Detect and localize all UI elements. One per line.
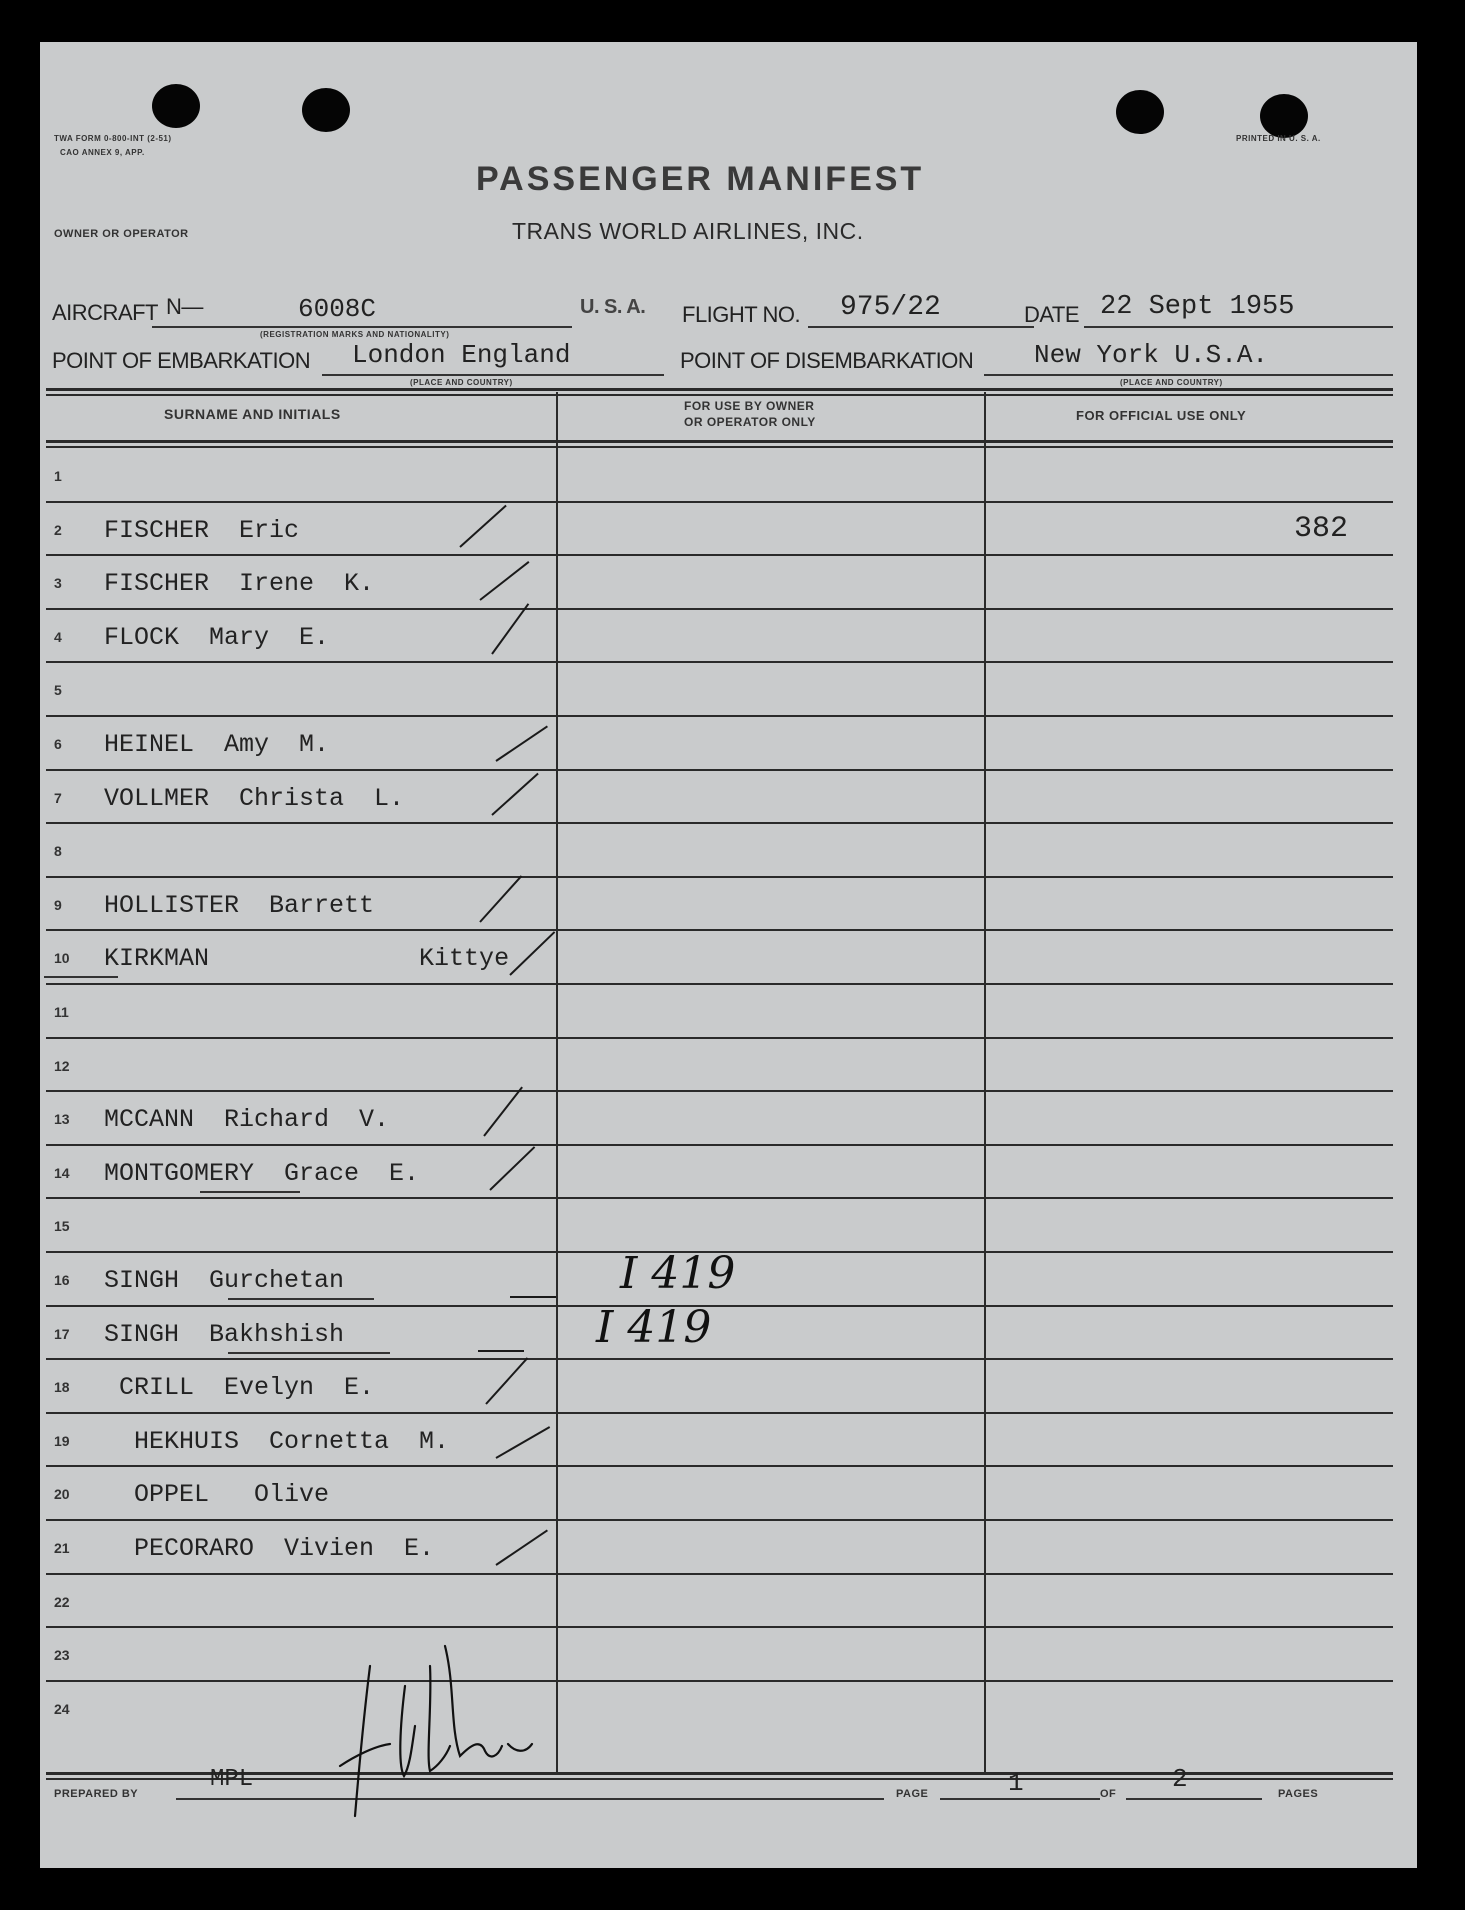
row-divider	[46, 1197, 1393, 1199]
row-divider	[46, 769, 1393, 771]
passenger-name: HEINEL Amy M.	[104, 730, 330, 759]
check-mark	[459, 504, 506, 547]
passenger-name: MCCANN Richard V.	[104, 1105, 390, 1135]
punch-hole-left-2	[302, 88, 350, 132]
row-number: 15	[54, 1218, 70, 1235]
check-mark	[496, 1426, 551, 1459]
aircraft-label: AIRCRAFT	[52, 300, 158, 325]
column-header-owner-use-1: FOR USE BY OWNER	[684, 399, 815, 413]
check-mark	[495, 1530, 548, 1566]
column-divider-2	[984, 392, 986, 1774]
row-divider	[46, 554, 1393, 556]
passenger-name: KIRKMAN Kittye	[104, 944, 510, 974]
row-number: 14	[54, 1164, 70, 1181]
row-number: 3	[54, 575, 62, 592]
passenger-name: FISCHER Eric	[104, 515, 300, 545]
row-divider	[46, 1305, 1393, 1307]
embarkation-underline	[322, 374, 664, 376]
owner-use-entry: I 419	[596, 1301, 712, 1353]
official-use-entry: 382	[1294, 511, 1349, 546]
aircraft-registration: 6008C	[298, 294, 377, 324]
row-divider	[46, 1358, 1393, 1360]
embarkation-note: (PLACE AND COUNTRY)	[410, 378, 513, 387]
check-mark	[483, 1087, 523, 1137]
date-underline	[1084, 326, 1393, 328]
check-mark	[509, 932, 555, 977]
passenger-name: PECORARO Vivien E.	[104, 1534, 435, 1563]
row-number: 9	[54, 896, 62, 913]
passenger-name: FLOCK Mary E.	[104, 622, 330, 652]
manifest-sheet	[40, 42, 1417, 1868]
aircraft-prefix: N—	[166, 294, 203, 319]
row-number: 8	[54, 843, 62, 860]
row-divider	[46, 983, 1393, 985]
owner-operator-label: OWNER OR OPERATOR	[54, 228, 189, 240]
of-underline	[1126, 1798, 1262, 1800]
row-number: 18	[54, 1379, 70, 1396]
row-divider	[46, 1573, 1393, 1575]
check-mark	[479, 561, 529, 601]
row-divider	[46, 1412, 1393, 1414]
owner-use-entry: I 419	[620, 1248, 736, 1299]
row-divider	[46, 501, 1393, 503]
passenger-name: SINGH Bakhshish	[104, 1319, 345, 1349]
disembarkation-label: POINT OF DISEMBARKATION	[680, 348, 974, 373]
row-number: 2	[54, 521, 62, 538]
row-number: 10	[54, 950, 70, 967]
flight-number: 975/22	[840, 292, 941, 323]
name-underline	[228, 1352, 390, 1354]
column-divider-1	[556, 392, 558, 1774]
row-divider	[46, 608, 1393, 610]
disembarkation-note: (PLACE AND COUNTRY)	[1120, 378, 1223, 387]
passenger-name: FISCHER Irene K.	[104, 569, 375, 599]
row-divider	[46, 1037, 1393, 1039]
column-header-owner-use-2: OR OPERATOR ONLY	[684, 415, 816, 429]
passenger-name: HOLLISTER Barrett	[104, 890, 375, 920]
check-mark	[485, 1357, 528, 1404]
table-top-rule	[46, 388, 1393, 391]
check-mark	[491, 603, 529, 654]
row-number: 1	[54, 468, 62, 484]
row-divider	[46, 661, 1393, 663]
name-underline	[228, 1298, 374, 1300]
punch-hole-left-1	[152, 84, 200, 128]
check-mark	[491, 772, 538, 815]
punch-hole-right-1	[1116, 90, 1164, 134]
row-number: 17	[54, 1325, 70, 1342]
disembarkation-underline	[984, 374, 1393, 376]
row-number: 13	[54, 1111, 70, 1128]
row-number: 5	[54, 682, 62, 699]
prepared-by-value: MPL	[210, 1766, 254, 1793]
column-header-rule-2	[46, 446, 1393, 448]
check-mark	[478, 1350, 524, 1352]
form-title: PASSENGER MANIFEST	[476, 160, 925, 198]
row-number: 24	[54, 1700, 70, 1717]
aircraft-underline	[152, 326, 572, 328]
page-label: PAGE	[896, 1788, 929, 1800]
registration-note: (REGISTRATION MARKS AND NATIONALITY)	[260, 330, 450, 339]
row-number: 4	[54, 628, 62, 645]
row-number: 20	[54, 1486, 70, 1503]
of-label: OF	[1100, 1788, 1117, 1800]
row-divider	[46, 715, 1393, 717]
flight-label: FLIGHT NO.	[682, 302, 801, 327]
page-total: 2	[1172, 1764, 1188, 1794]
flight-date: 22 Sept 1955	[1100, 292, 1295, 322]
passenger-name: CRILL Evelyn E.	[104, 1373, 375, 1403]
form-code-line2: CAO ANNEX 9, APP.	[60, 148, 145, 157]
row-number: 7	[54, 789, 62, 806]
row-divider	[46, 929, 1393, 931]
column-header-official-use: FOR OFFICIAL USE ONLY	[1076, 408, 1247, 423]
page-underline	[940, 1798, 1100, 1800]
date-label: DATE	[1024, 302, 1080, 327]
row-number: 23	[54, 1647, 70, 1664]
airline-name: TRANS WORLD AIRLINES, INC.	[512, 218, 864, 244]
row-divider	[46, 1626, 1393, 1628]
row-divider	[46, 1090, 1393, 1092]
row-divider	[46, 876, 1393, 878]
row-divider	[46, 1680, 1393, 1682]
pages-label: PAGES	[1278, 1788, 1319, 1800]
table-top-rule-2	[46, 394, 1393, 396]
passenger-name: OPPEL Olive	[104, 1480, 330, 1510]
row-divider	[46, 1519, 1393, 1521]
name-underline	[44, 976, 118, 978]
nationality: U. S. A.	[580, 296, 646, 318]
form-code-line1: TWA FORM 0-800-INT (2-51)	[54, 134, 172, 143]
column-header-rule	[46, 440, 1393, 443]
check-mark	[495, 726, 548, 762]
embarkation-label: POINT OF EMBARKATION	[52, 348, 311, 373]
row-divider	[46, 1144, 1393, 1146]
row-number: 22	[54, 1593, 70, 1610]
passenger-name: HEKHUIS Cornetta M.	[104, 1426, 450, 1456]
passenger-name: SINGH Gurchetan	[104, 1266, 345, 1295]
prepared-by-signature	[320, 1626, 580, 1826]
flight-underline	[808, 326, 1034, 328]
prepared-by-label: PREPARED BY	[54, 1788, 139, 1800]
check-mark	[479, 875, 522, 922]
row-number: 12	[54, 1057, 70, 1074]
check-mark	[510, 1296, 556, 1298]
page-number: 1	[1008, 1768, 1024, 1798]
check-mark	[489, 1146, 535, 1191]
row-number: 16	[54, 1272, 70, 1288]
row-divider	[46, 822, 1393, 824]
row-number: 19	[54, 1432, 70, 1449]
disembarkation-value: New York U.S.A.	[1034, 340, 1269, 370]
row-number: 21	[54, 1540, 70, 1556]
embarkation-value: London England	[352, 340, 571, 370]
row-divider	[46, 1465, 1393, 1467]
row-number: 6	[54, 736, 62, 752]
row-number: 11	[54, 1004, 69, 1020]
column-header-surname: SURNAME AND INITIALS	[164, 406, 341, 422]
passenger-name: VOLLMER Christa L.	[104, 783, 405, 813]
printed-in-usa: PRINTED IN U. S. A.	[1236, 134, 1321, 143]
name-underline	[200, 1191, 300, 1193]
passenger-name: MONTGOMERY Grace E.	[104, 1158, 420, 1188]
punch-hole-right-2	[1260, 94, 1308, 138]
